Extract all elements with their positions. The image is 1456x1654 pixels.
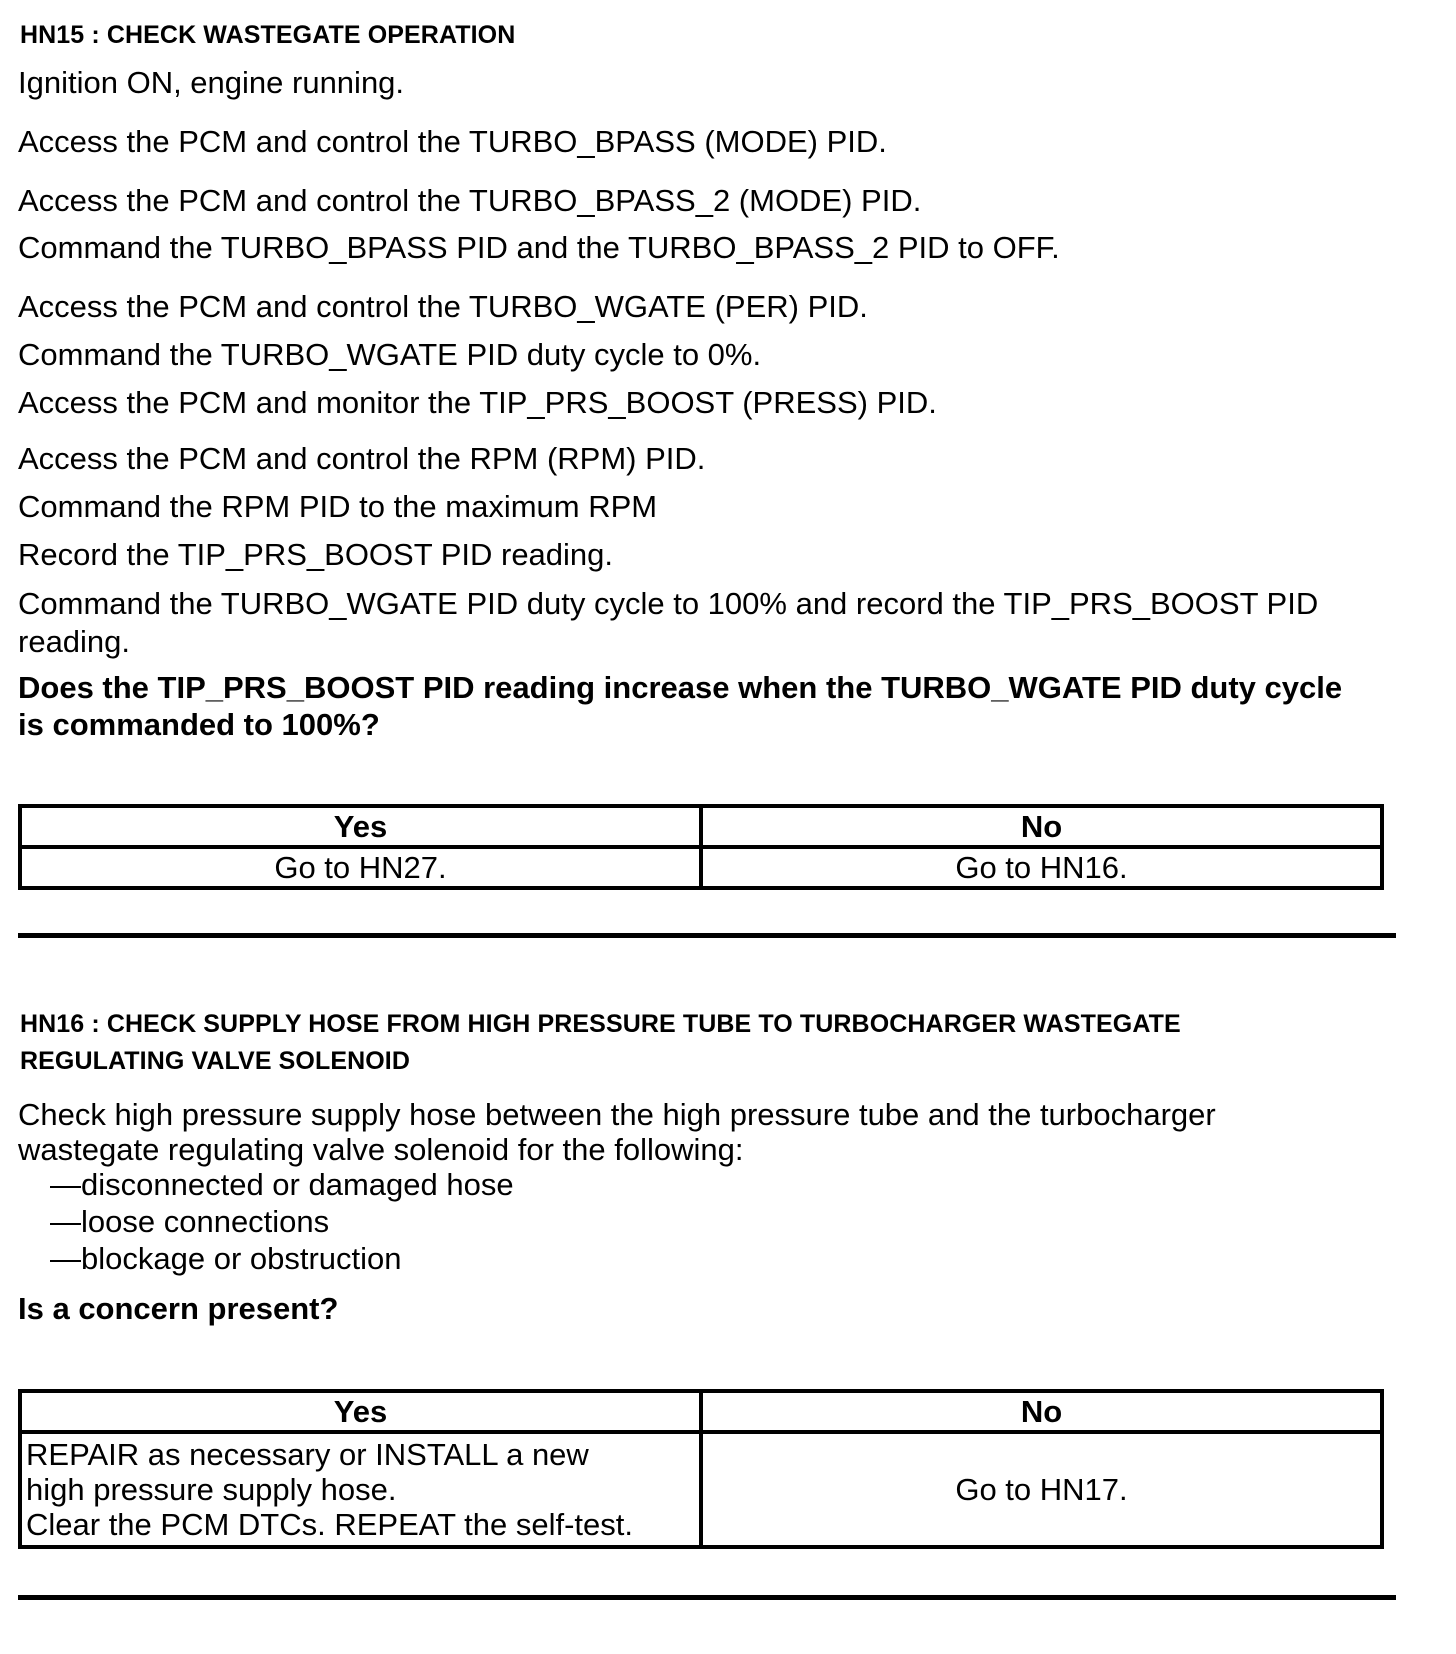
hn16-yes-header: Yes <box>20 1391 701 1432</box>
hn16-heading-line-1: HN16 : CHECK SUPPLY HOSE FROM HIGH PRESSURE TUBE TO TURBOCHARGER WASTEGATE <box>20 1010 1181 1038</box>
hn15-heading: HN15 : CHECK WASTEGATE OPERATION <box>20 21 516 49</box>
section-divider-2 <box>18 1595 1396 1600</box>
hn16-intro: Check high pressure supply hose between the high pressure tube and the turbocharger wastegate regulating valve solenoid for the following: <box>18 1097 1216 1167</box>
hn15-no-header: No <box>701 806 1382 847</box>
hn16-bullet-1: —disconnected or damaged hose <box>50 1167 514 1202</box>
hn15-question: Does the TIP_PRS_BOOST PID reading increase when the TURBO_WGATE PID duty cycle is commanded to 100%? <box>18 670 1343 742</box>
hn15-no-action: Go to HN16. <box>701 847 1382 888</box>
hn16-yes-action <box>20 1432 701 1547</box>
hn15-yes-action: Go to HN27. <box>20 847 701 888</box>
section-divider-1 <box>18 933 1396 938</box>
hn16-yes-action-line-2: high pressure supply hose. <box>26 1472 397 1507</box>
hn16-table-header-row <box>20 1391 1382 1432</box>
hn15-step-6: Command the TURBO_WGATE PID duty cycle to 0%. <box>18 337 762 372</box>
hn15-step-10: Record the TIP_PRS_BOOST PID reading. <box>18 537 614 572</box>
hn15-step-1: Ignition ON, engine running. <box>18 65 405 100</box>
hn16-no-header: No <box>701 1391 1382 1432</box>
hn15-step-3: Access the PCM and control the TURBO_BPASS_2 (MODE) PID. <box>18 183 922 218</box>
hn15-step-5: Access the PCM and control the TURBO_WGATE (PER) PID. <box>18 289 868 324</box>
hn15-table-header-row <box>20 806 1382 847</box>
hn15-decision-table <box>18 804 1384 890</box>
hn16-yes-action-line-1: REPAIR as necessary or INSTALL a new <box>26 1437 589 1472</box>
hn15-step-11: Command the TURBO_WGATE PID duty cycle to 100% and record the TIP_PRS_BOOST PID reading. <box>18 586 1319 659</box>
hn16-table-action-row <box>20 1432 1382 1547</box>
hn16-decision-table <box>18 1389 1384 1549</box>
hn16-bullet-2: —loose connections <box>50 1204 330 1239</box>
hn16-heading-line-2: REGULATING VALVE SOLENOID <box>20 1047 411 1075</box>
hn15-table-action-row <box>20 847 1382 888</box>
hn15-step-4: Command the TURBO_BPASS PID and the TURBO_BPASS_2 PID to OFF. <box>18 230 1060 265</box>
hn16-no-action: Go to HN17. <box>701 1432 1382 1547</box>
hn16-yes-action-line-3: Clear the PCM DTCs. REPEAT the self-test. <box>26 1507 633 1542</box>
hn15-step-7: Access the PCM and monitor the TIP_PRS_BOOST (PRESS) PID. <box>18 385 937 420</box>
hn16-bullet-3: —blockage or obstruction <box>50 1241 402 1276</box>
hn15-step-2: Access the PCM and control the TURBO_BPASS (MODE) PID. <box>18 124 887 159</box>
hn15-step-8: Access the PCM and control the RPM (RPM) PID. <box>18 441 706 476</box>
hn16-question: Is a concern present? <box>18 1291 339 1326</box>
hn15-step-9: Command the RPM PID to the maximum RPM <box>18 489 658 524</box>
hn15-yes-header: Yes <box>20 806 701 847</box>
